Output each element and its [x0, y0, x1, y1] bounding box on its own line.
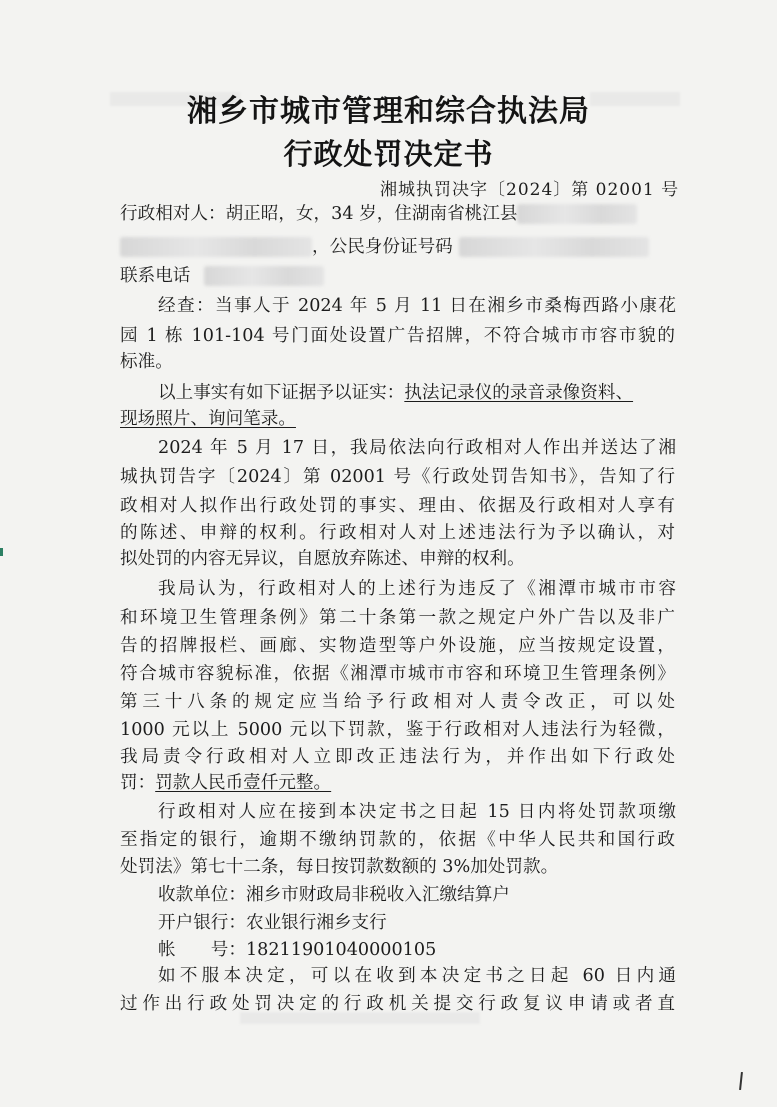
findings-line-3: 标准。: [120, 352, 173, 372]
payee: 收款单位：湘乡市财政局非税收入汇缴结算户: [158, 885, 510, 905]
account-number: 帐 号：18211901040000105: [158, 940, 437, 960]
reasoning-line-3: 告的招牌报栏、画廊、实物造型等户外设施，应当按规定设置，: [120, 636, 675, 656]
document-number: 湘城执罚决字〔2024〕第 02001 号: [380, 180, 680, 200]
notice-line-4: 的陈述、申辩的权利。行政相对人对上述违法行为予以确认，对: [120, 523, 675, 543]
reasoning-line-1: 我局认为，行政相对人的上述行为违反了《湘潭市城市市容: [158, 579, 676, 599]
payment-line-1: 行政相对人应在接到本决定书之日起 15 日内将处罚款项缴: [158, 802, 676, 822]
appeal-line-2: 过作出行政处罚决定的行政机关提交行政复议申请或者直: [120, 994, 675, 1014]
evidence-line-1: [158, 379, 633, 404]
findings-line-2: 园 1 栋 101-104 号门面处设置广告招牌，不符合城市市容市貌的: [120, 326, 675, 346]
evidence-prefix: 以上事实有如下证据予以证实：: [158, 383, 405, 403]
reasoning-line-2: 和环境卫生管理条例》第二十条第一款之规定户外广告以及非广: [120, 608, 675, 628]
party-line-1: [120, 200, 637, 225]
phone-label: 联系电话: [120, 266, 191, 286]
agency-title: 湘乡市城市管理和综合执法局: [187, 94, 590, 129]
notice-line-2: 城执罚告字〔2024〕第 02001 号《行政处罚告知书》，告知了行: [120, 467, 675, 487]
id-label: ，公民身份证号码: [312, 237, 453, 257]
reasoning-line-5: 第三十八条的规定应当给予行政相对人责令改正，可以处: [120, 692, 675, 712]
redacted-address: [517, 204, 637, 224]
penalty-line: [120, 769, 331, 794]
margin-mark: [0, 548, 3, 556]
penalty-amount: 罚款人民币壹仟元整。: [155, 773, 332, 793]
document-title: 行政处罚决定书: [283, 137, 494, 171]
penalty-prefix: 罚：: [120, 773, 156, 793]
findings-line-1: 经查：当事人于 2024 年 5 月 11 日在湘乡市桑梅西路小康花: [158, 296, 676, 316]
reasoning-line-4: 符合城市容貌标准，依据《湘潭市城市市容和环境卫生管理条例》: [120, 664, 675, 684]
evidence-items: 执法记录仪的录音录像资料、: [404, 383, 634, 403]
notice-line-3: 政相对人拟作出行政处罚的事实、理由、依据及行政相对人享有: [120, 496, 675, 516]
party-line-3: [120, 262, 324, 287]
payment-line-3: 处罚法》第七十二条，每日按罚款数额的 3%加处罚款。: [120, 857, 559, 877]
redacted-id-number: [459, 237, 649, 257]
party-line-2: [120, 233, 649, 258]
payment-line-2: 至指定的银行，逾期不缴纳罚款的，依据《中华人民共和国行政: [120, 830, 675, 850]
notice-line-1: 2024 年 5 月 17 日，我局依法向行政相对人作出并送达了湘: [158, 438, 676, 458]
bank: 开户银行：农业银行湘乡支行: [158, 913, 387, 933]
reasoning-line-6: 1000 元以上 5000 元以下罚款，鉴于行政相对人违法行为轻微，: [120, 720, 675, 740]
redacted-phone: [204, 266, 324, 286]
reasoning-line-7: 我局责令行政相对人立即改正违法行为，并作出如下行政处: [120, 747, 675, 767]
pen-tick-mark: [739, 1072, 743, 1090]
party-info: 行政相对人：胡正昭，女，34 岁，住湖南省桃江县: [120, 204, 518, 224]
evidence-line-2: 现场照片、询问笔录。: [120, 409, 296, 429]
redacted-address-cont: [120, 237, 312, 257]
appeal-line-1: 如不服本决定，可以在收到本决定书之日起 60 日内通: [158, 966, 676, 986]
notice-line-5: 拟处罚的内容无异议，自愿放弃陈述、申辩的权利。: [120, 549, 525, 569]
